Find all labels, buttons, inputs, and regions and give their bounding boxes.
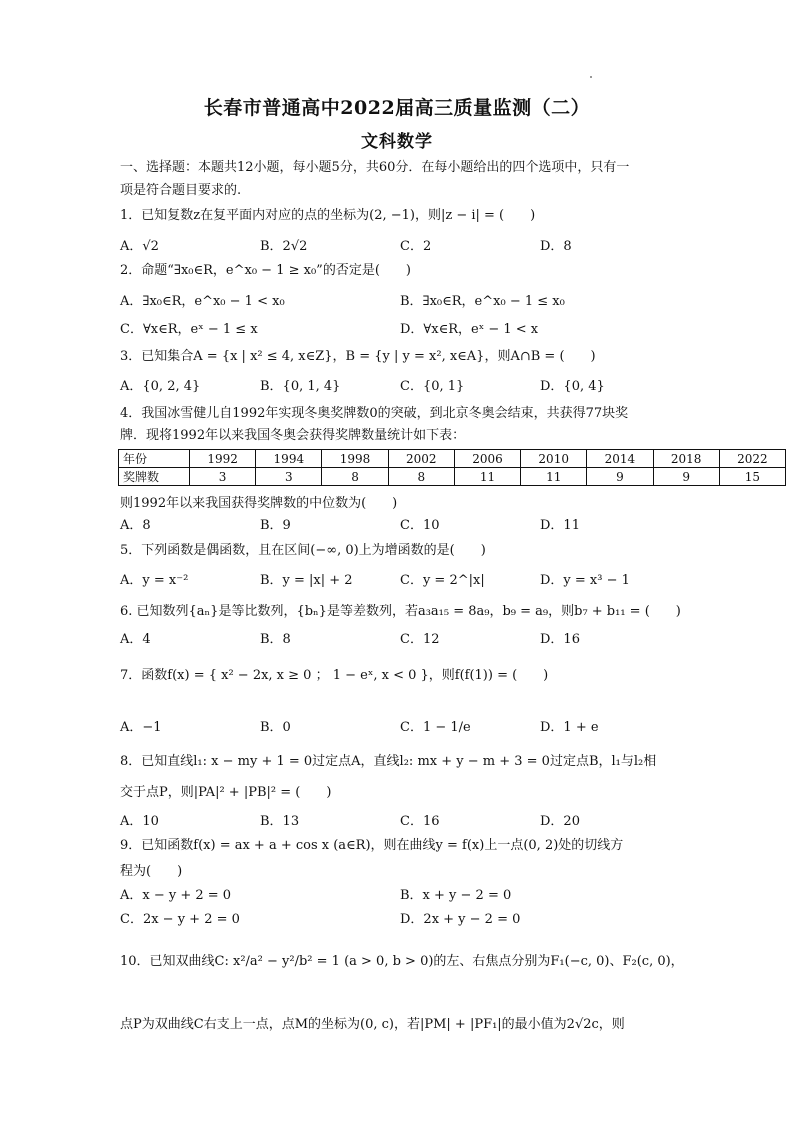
q7-option-a: A．−1 <box>120 720 162 735</box>
table-row-header: 奖牌数 <box>119 468 190 486</box>
q3-option-d: D．{0, 4} <box>540 379 605 394</box>
q8-option-d: D．20 <box>540 814 580 829</box>
table-row-header: 年份 <box>119 450 190 468</box>
table-cell-medals: 11 <box>521 468 587 486</box>
table-cell-year: 2002 <box>388 450 454 468</box>
scan-speck <box>590 76 592 78</box>
q2-option-b: B．∃x₀∈R，e^x₀ − 1 ≤ x₀ <box>400 294 565 309</box>
q7-stem: 7．函数f(x) = { x² − 2x, x ≥ 0 ； 1 − eˣ, x < 0 }，则f(f(1)) = ( ) <box>120 668 549 683</box>
q8-option-a: A．10 <box>120 814 159 829</box>
q2-option-a: A．∃x₀∈R，e^x₀ − 1 < x₀ <box>120 294 285 309</box>
q8-option-b: B．13 <box>260 814 300 829</box>
exam-subject: 文科数学 <box>361 132 433 152</box>
q9-option-a: A．x − y + 2 = 0 <box>120 888 232 903</box>
q4-question: 则1992年以来我国获得奖牌数的中位数为( ) <box>120 496 398 511</box>
q4-option-b: B．9 <box>260 518 291 533</box>
q5-stem: 5．下列函数是偶函数，且在区间(−∞, 0)上为增函数的是( ) <box>120 543 486 558</box>
q4-option-c: C．10 <box>400 518 440 533</box>
table-cell-medals: 9 <box>587 468 653 486</box>
q9-stem-cont: 程为( ) <box>120 864 183 879</box>
table-cell-medals: 3 <box>256 468 322 486</box>
medal-table <box>118 449 786 486</box>
table-cell-medals: 11 <box>454 468 520 486</box>
table-cell-year: 2018 <box>653 450 719 468</box>
table-cell-year: 2014 <box>587 450 653 468</box>
q1-option-b: B．2√2 <box>260 239 308 254</box>
exam-title: 长春市普通高中2022届高三质量监测（二） <box>203 97 591 119</box>
q8-stem-cont: 交于点P，则|PA|² + |PB|² = ( ) <box>120 785 332 800</box>
table-cell-year: 1992 <box>190 450 256 468</box>
section-intro-cont: 项是符合题目要求的. <box>120 183 242 198</box>
q4-option-a: A．8 <box>120 518 151 533</box>
q9-option-c: C．2x − y + 2 = 0 <box>120 912 240 927</box>
q7-option-b: B．0 <box>260 720 291 735</box>
table-cell-medals: 15 <box>719 468 785 486</box>
q3-stem: 3．已知集合A = {x | x² ≤ 4, x∈Z}，B = {y | y = x², x∈A}，则A∩B = ( ) <box>120 349 596 364</box>
table-cell-year: 1994 <box>256 450 322 468</box>
q10-stem: 10．已知双曲线C: x²/a² − y²/b² = 1 (a > 0, b > 0)的左、右焦点分别为F₁(−c, 0)、F₂(c, 0)， <box>120 954 684 969</box>
table-row-years <box>119 450 786 468</box>
q6-option-a: A．4 <box>120 632 151 647</box>
q9-option-d: D．2x + y − 2 = 0 <box>400 912 521 927</box>
q4-option-d: D．11 <box>540 518 580 533</box>
q9-option-b: B．x + y − 2 = 0 <box>400 888 512 903</box>
q6-option-c: C．12 <box>400 632 440 647</box>
q4-stem: 4．我国冰雪健儿自1992年实现冬奥奖牌数0的突破，到北京冬奥会结束，共获得77块奖 <box>120 406 629 421</box>
table-row-medals <box>119 468 786 486</box>
q8-stem: 8．已知直线l₁: x − my + 1 = 0过定点A，直线l₂: mx + y − m + 3 = 0过定点B，l₁与l₂相 <box>120 754 657 769</box>
q5-option-a: A．y = x⁻² <box>120 573 189 588</box>
q5-option-c: C．y = 2^|x| <box>400 573 485 588</box>
table-cell-medals: 8 <box>322 468 388 486</box>
table-cell-year: 2010 <box>521 450 587 468</box>
q1-option-d: D．8 <box>540 239 572 254</box>
q5-option-d: D．y = x³ − 1 <box>540 573 630 588</box>
q3-option-b: B．{0, 1, 4} <box>260 379 341 394</box>
table-cell-medals: 9 <box>653 468 719 486</box>
table-cell-year: 2006 <box>454 450 520 468</box>
table-cell-year: 2022 <box>719 450 785 468</box>
table-cell-year: 1998 <box>322 450 388 468</box>
q3-option-a: A．{0, 2, 4} <box>120 379 201 394</box>
q5-option-b: B．y = |x| + 2 <box>260 573 353 588</box>
q10-stem-cont: 点P为双曲线C右支上一点，点M的坐标为(0, c)，若|PM| + |PF₁|的最小值为2√2c，则 <box>120 1017 625 1032</box>
q9-stem: 9．已知函数f(x) = ax + a + cos x (a∈R)，则在曲线y = f(x)上一点(0, 2)处的切线方 <box>120 838 624 853</box>
q7-option-d: D．1 + e <box>540 720 599 735</box>
q3-option-c: C．{0, 1} <box>400 379 465 394</box>
q6-stem: 6. 已知数列{aₙ}是等比数列，{bₙ}是等差数列，若a₃a₁₅ = 8a₉，b₉ = a₉，则b₇ + b₁₁ = ( ) <box>120 604 681 619</box>
q1-option-c: C．2 <box>400 239 432 254</box>
q6-option-d: D．16 <box>540 632 580 647</box>
table-cell-medals: 3 <box>190 468 256 486</box>
q1-stem: 1．已知复数z在复平面内对应的点的坐标为(2, −1)，则|z − i| = ( ) <box>120 208 536 223</box>
q2-option-d: D．∀x∈R，eˣ − 1 < x <box>400 322 539 337</box>
q2-stem: 2．命题“∃x₀∈R，e^x₀ − 1 ≥ x₀”的否定是( ) <box>120 263 411 278</box>
q1-option-a: A．√2 <box>120 239 159 254</box>
table-cell-medals: 8 <box>388 468 454 486</box>
q8-option-c: C．16 <box>400 814 440 829</box>
q2-option-c: C．∀x∈R，eˣ − 1 ≤ x <box>120 322 258 337</box>
q7-option-c: C．1 − 1/e <box>400 720 471 735</box>
section-intro: 一、选择题：本题共12小题，每小题5分，共60分．在每小题给出的四个选项中，只有一 <box>120 160 630 175</box>
q6-option-b: B．8 <box>260 632 291 647</box>
q4-stem-cont: 牌．现将1992年以来我国冬奥会获得奖牌数量统计如下表： <box>120 428 466 443</box>
